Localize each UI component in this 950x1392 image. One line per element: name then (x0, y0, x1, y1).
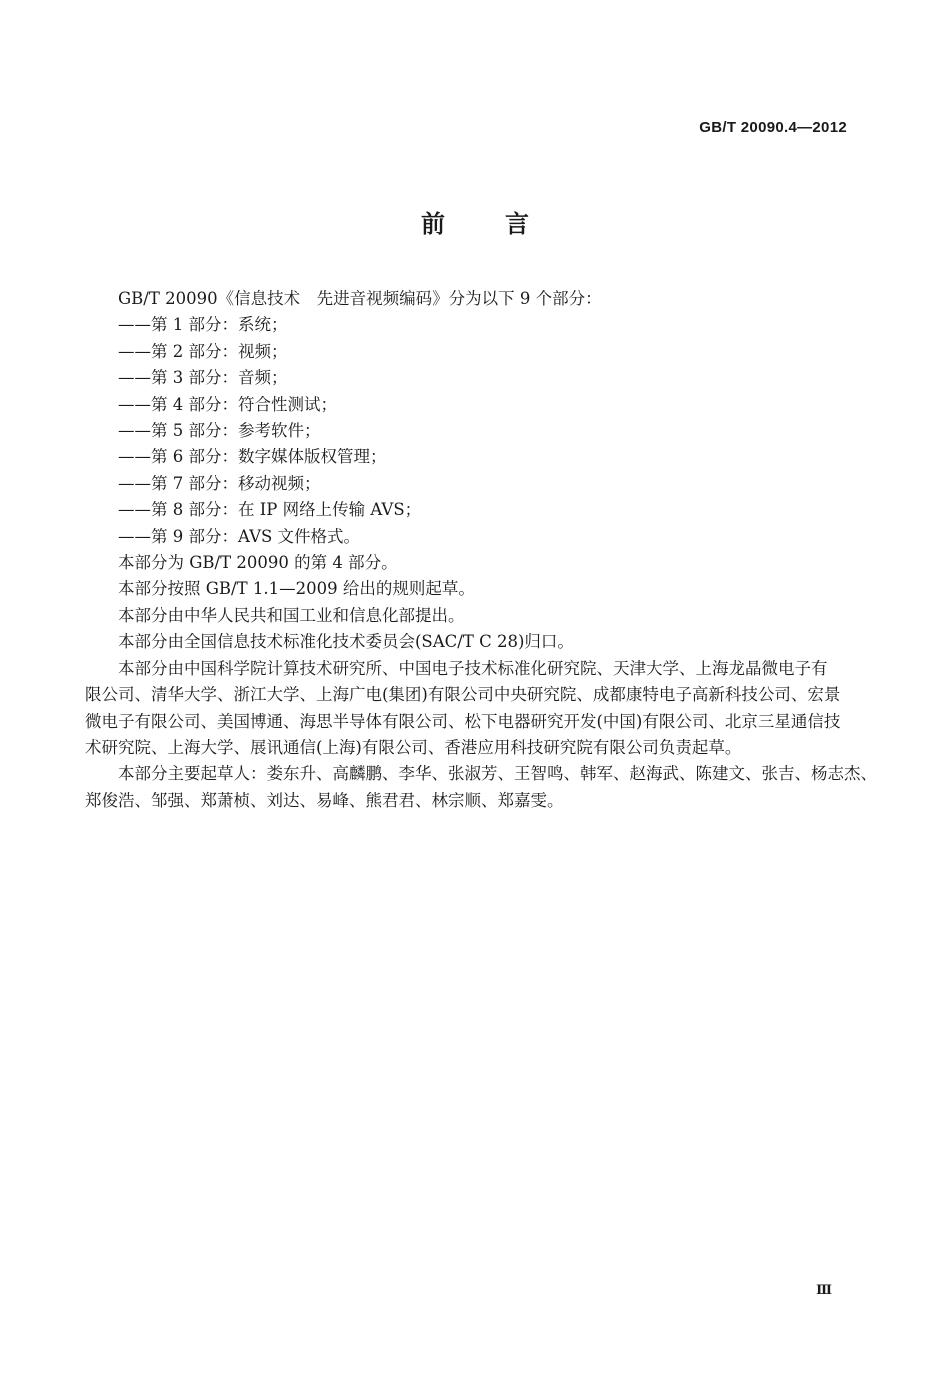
drafting-units-line: 限公司、清华大学、浙江大学、上海广电(集团)有限公司中央研究院、成都康特电子高新科技公司、宏景 (85, 685, 841, 705)
drafting-units-line: 微电子有限公司、美国博通、海思半导体有限公司、松下电器研究开发(中国)有限公司、北京三星通信技 (85, 711, 841, 731)
page-number: Ⅲ (816, 1283, 832, 1298)
part-item: ——第 9 部分：AVS 文件格式。 (118, 526, 361, 546)
drafting-units-line: 本部分由中国科学院计算技术研究所、中国电子技术标准化研究院、天津大学、上海龙晶微电子有 (118, 658, 828, 678)
part-item: ——第 6 部分：数字媒体版权管理； (118, 447, 387, 467)
part-item: ——第 4 部分：符合性测试； (118, 394, 337, 414)
statement: 本部分为 GB/T 20090 的第 4 部分。 (118, 553, 398, 573)
part-item: ——第 2 部分：视频； (118, 341, 288, 361)
part-item: ——第 1 部分：系统； (118, 315, 288, 335)
standard-number: GB/T 20090.4—2012 (699, 119, 847, 136)
part-item: ——第 7 部分：移动视频； (118, 473, 321, 493)
statement: 本部分由全国信息技术标准化技术委员会(SAC/T C 28)归口。 (118, 632, 574, 652)
part-item: ——第 3 部分：音频； (118, 368, 288, 388)
drafters-line: 本部分主要起草人：娄东升、高麟鹏、李华、张淑芳、王智鸣、韩军、赵海武、陈建文、张吉、杨志杰、 (118, 764, 877, 784)
part-item: ——第 8 部分：在 IP 网络上传输 AVS； (118, 500, 422, 520)
drafting-units-line: 术研究院、上海大学、展讯通信(上海)有限公司、香港应用科技研究院有限公司负责起草。 (85, 737, 742, 757)
foreword-body (85, 286, 877, 814)
intro-line: GB/T 20090《信息技术 先进音视频编码》分为以下 9 个部分： (118, 289, 602, 308)
part-item: ——第 5 部分：参考软件； (118, 421, 321, 441)
statement: 本部分由中华人民共和国工业和信息化部提出。 (118, 605, 465, 625)
statement: 本部分按照 GB/T 1.1—2009 给出的规则起草。 (118, 579, 475, 599)
drafters-line: 郑俊浩、邹强、郑萧桢、刘达、易峰、熊君君、林宗顺、郑嘉雯。 (85, 790, 564, 810)
page-title: 前言 (421, 209, 589, 238)
